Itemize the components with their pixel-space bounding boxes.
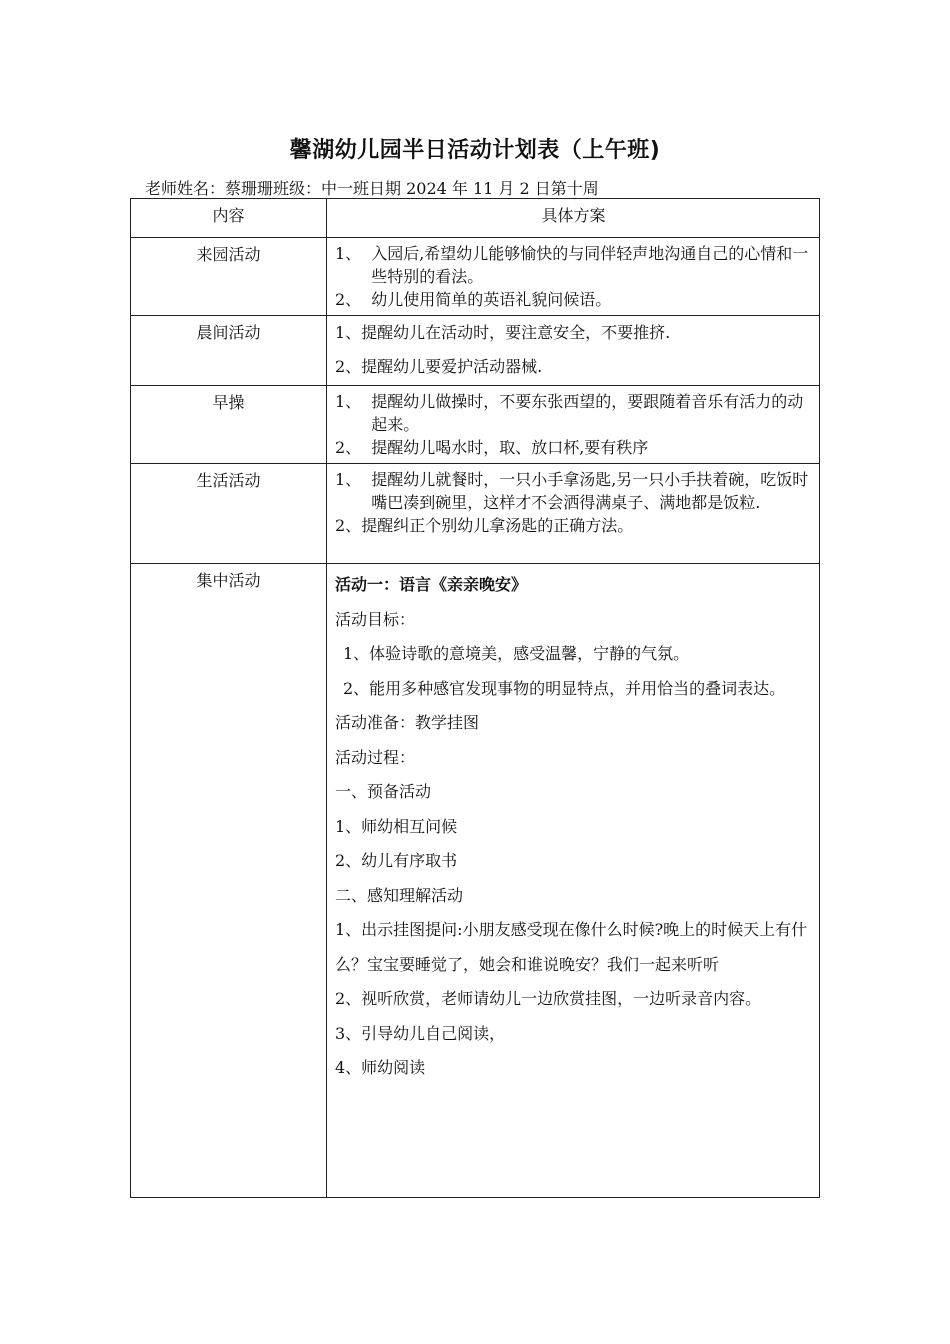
activity-step: 2、幼儿有序取书 bbox=[335, 851, 458, 870]
table-row bbox=[131, 464, 820, 564]
row-label: 晨间活动 bbox=[131, 316, 327, 386]
row-label: 早操 bbox=[131, 386, 327, 464]
list-item bbox=[335, 514, 812, 537]
list-item bbox=[335, 390, 812, 436]
activity-step: 一、预备活动 bbox=[335, 782, 432, 801]
header-content: 内容 bbox=[131, 199, 327, 238]
activity-goal-text: 2、能用多种感官发现事物的明显特点，并用恰当的叠词表达。 bbox=[343, 678, 786, 698]
table-row bbox=[131, 316, 820, 386]
activity-step: 3、引导幼儿自己阅读， bbox=[335, 1023, 506, 1043]
activity-goal: 1、体验诗歌的意境美，感受温馨，宁静的气氛。 bbox=[343, 644, 690, 663]
activity-step: 1、出示挂图提问:小朋友感受现在像什么时候?晚上的时候天上有什么？宝宝要睡觉了，她会和谁说晚安？我们一起来听听 bbox=[335, 920, 808, 974]
document-title: 馨湖幼儿园半日活动计划表（上午班) bbox=[289, 138, 661, 163]
list-item: 1、提醒幼儿在活动时，要注意安全，不要推挤. bbox=[335, 323, 671, 342]
activity-goal-label: 活动目标： bbox=[335, 609, 416, 629]
item-text: 提醒纠正个别幼儿拿汤匙的正确方法。 bbox=[361, 516, 634, 535]
item-text: 提醒幼儿就餐时，一只小手拿汤匙,另一只小手扶着碗，吃饭时嘴巴凑到碗里，这样才不会洒得满桌子、满地都是饭粒. bbox=[371, 470, 809, 512]
activity-step: 二、感知理解活动 bbox=[335, 885, 464, 905]
activity-step: 1、师幼相互问候 bbox=[335, 816, 458, 836]
item-number: 1、 bbox=[335, 244, 362, 263]
list-item bbox=[335, 468, 812, 514]
activity-content bbox=[327, 564, 820, 1198]
list-item bbox=[335, 288, 812, 311]
list-item: 2、提醒幼儿要爱护活动器械. bbox=[335, 357, 543, 376]
plan-table bbox=[130, 198, 820, 1198]
header-plan: 具体方案 bbox=[327, 199, 820, 238]
row-content bbox=[327, 316, 820, 386]
item-text: 提醒幼儿喝水时，取、放口杯,要有秩序 bbox=[371, 438, 649, 457]
item-number: 2、 bbox=[335, 516, 362, 535]
table-row bbox=[131, 564, 820, 1198]
activity-step: 4、师幼阅读 bbox=[335, 1058, 426, 1077]
activity-step: 2、视听欣赏，老师请幼儿一边欣赏挂图，一边听录音内容。 bbox=[335, 989, 762, 1008]
table-row bbox=[131, 386, 820, 464]
row-content bbox=[327, 464, 820, 564]
activity-heading: 活动一：语言《亲亲晚安》 bbox=[335, 575, 528, 594]
table-header-row bbox=[131, 199, 820, 238]
teacher-class-date-line: 老师姓名：蔡珊珊班级：中一班日期 2024 年 11 月 2 日第十周 bbox=[145, 179, 599, 198]
row-content bbox=[327, 386, 820, 464]
row-label: 生活活动 bbox=[131, 464, 327, 564]
item-number: 2、 bbox=[335, 438, 362, 457]
list-item bbox=[335, 436, 812, 459]
row-content bbox=[327, 238, 820, 316]
row-label: 集中活动 bbox=[131, 564, 327, 1198]
item-text: 幼儿使用简单的英语礼貌问候语。 bbox=[371, 290, 612, 309]
item-number: 2、 bbox=[335, 290, 362, 309]
item-number: 1、 bbox=[335, 392, 362, 411]
item-text: 提醒幼儿做操时，不要东张西望的，要跟随着音乐有活力的动起来。 bbox=[371, 392, 804, 434]
activity-prep: 活动准备：教学挂图 bbox=[335, 713, 480, 732]
row-label: 来园活动 bbox=[131, 238, 327, 316]
activity-process-label: 活动过程： bbox=[335, 747, 416, 767]
item-number: 1、 bbox=[335, 470, 362, 489]
table-row bbox=[131, 238, 820, 316]
item-text: 入园后,希望幼儿能够愉快的与同伴轻声地沟通自己的心情和一些特别的看法。 bbox=[371, 244, 809, 286]
activity-goal bbox=[335, 672, 812, 707]
list-item bbox=[335, 242, 812, 288]
